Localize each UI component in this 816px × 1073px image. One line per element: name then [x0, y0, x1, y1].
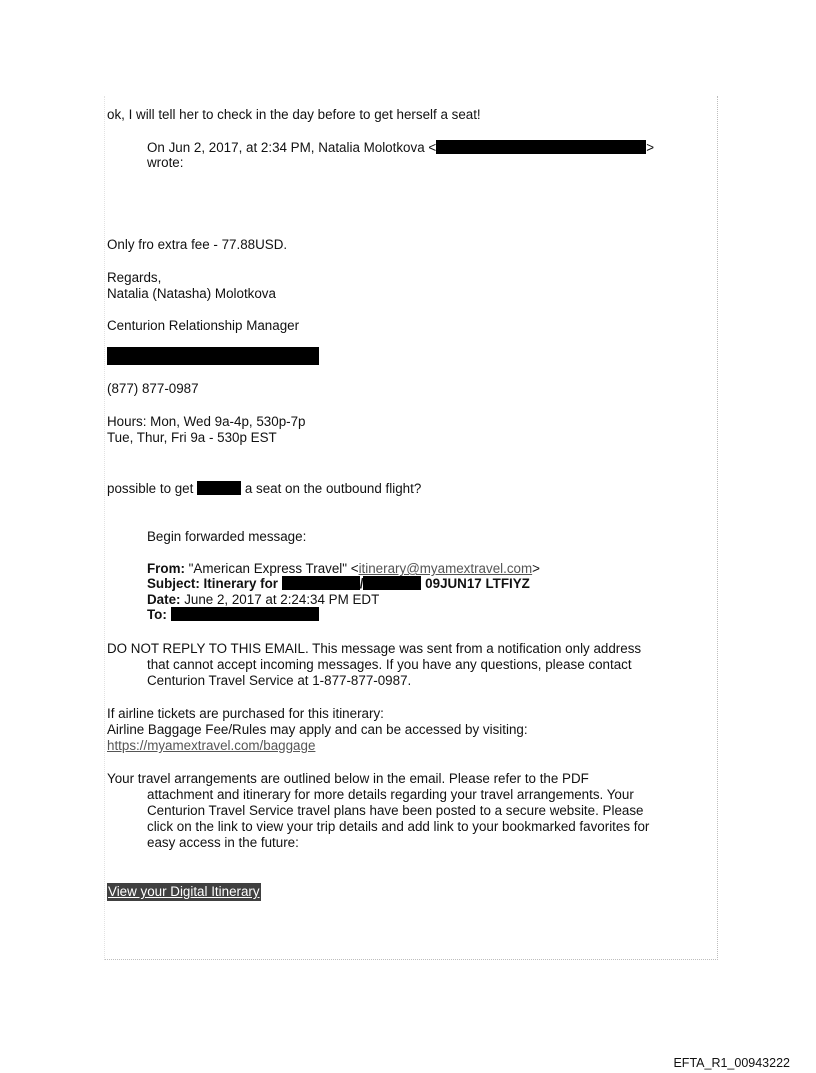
baggage-line2: Airline Baggage Fee/Rules may apply and can be accessed by visiting: — [107, 722, 528, 737]
redaction-bar — [436, 140, 646, 154]
notice-line3: Centurion Travel Service at 1-877-877-0987. — [147, 673, 412, 688]
date-line — [147, 592, 379, 607]
date-value: June 2, 2017 at 2:24:34 PM EDT — [184, 592, 380, 607]
from-close: > — [532, 561, 540, 576]
subject-code: 09JUN17 LTFIYZ — [425, 576, 530, 591]
phone: (877) 877-0987 — [107, 381, 199, 396]
view-digital-itinerary-button[interactable]: View your Digital Itinerary — [108, 884, 260, 899]
question-prefix: possible to get — [107, 481, 194, 496]
to-label: To: — [147, 607, 167, 622]
question-suffix: a seat on the outbound flight? — [244, 481, 422, 496]
baggage-link[interactable]: https://myamextravel.com/baggage — [107, 738, 316, 753]
regards: Regards, — [107, 270, 162, 285]
date-label: Date: — [147, 592, 181, 607]
document-id: EFTA_R1_00943222 — [673, 1056, 790, 1070]
arrangements-line4: click on the link to view your trip details and add link to your bookmarked favorites for — [147, 819, 650, 834]
hours-line1: Hours: Mon, Wed 9a-4p, 530p-7p — [107, 414, 306, 429]
fee-line: Only fro extra fee - 77.88USD. — [107, 237, 288, 252]
from-label: From: — [147, 561, 185, 576]
redaction-bar — [282, 576, 360, 590]
hours-line2: Tue, Thur, Fri 9a - 530p EST — [107, 430, 277, 445]
reply-line: ok, I will tell her to check in the day before to get herself a seat! — [107, 107, 481, 122]
from-email-link[interactable]: itinerary@myamextravel.com — [358, 561, 533, 576]
notice-line1: DO NOT REPLY TO THIS EMAIL. This message was sent from a notification only address — [107, 641, 642, 656]
forwarded-intro: Begin forwarded message: — [147, 529, 307, 544]
sender-title: Centurion Relationship Manager — [107, 318, 300, 333]
arrangements-line5: easy access in the future: — [147, 835, 299, 850]
redaction-bar — [197, 481, 241, 495]
question-line — [107, 481, 421, 496]
arrangements-line2: attachment and itinerary for more details regarding your travel arrangements. Your — [147, 787, 634, 802]
redaction-bar — [171, 607, 319, 621]
notice-line2: that cannot accept incoming messages. If you have any questions, please contact — [147, 657, 632, 672]
arrangements-line1: Your travel arrangements are outlined below in the email. Please refer to the PDF — [107, 771, 589, 786]
to-line — [147, 607, 319, 622]
quote-header-prefix: On Jun 2, 2017, at 2:34 PM, Natalia Molotkova < — [147, 140, 437, 155]
arrangements-line3: Centurion Travel Service travel plans have been posted to a secure website. Please — [147, 803, 644, 818]
subject-line — [147, 576, 530, 591]
subject-label: Subject: Itinerary for — [147, 576, 278, 591]
sender-name: Natalia (Natasha) Molotkova — [107, 286, 276, 301]
quote-header — [147, 140, 654, 155]
quote-header-suffix: > — [646, 140, 655, 155]
redaction-bar — [107, 347, 319, 365]
quote-header-wrote: wrote: — [147, 155, 184, 170]
itinerary-button-row — [107, 884, 261, 899]
subject-slash: / — [359, 576, 364, 591]
from-value: "American Express Travel" < — [188, 561, 359, 576]
baggage-line1: If airline tickets are purchased for this itinerary: — [107, 706, 384, 721]
redaction-bar — [363, 576, 421, 590]
from-line — [147, 561, 540, 576]
baggage-link-row — [107, 738, 315, 753]
